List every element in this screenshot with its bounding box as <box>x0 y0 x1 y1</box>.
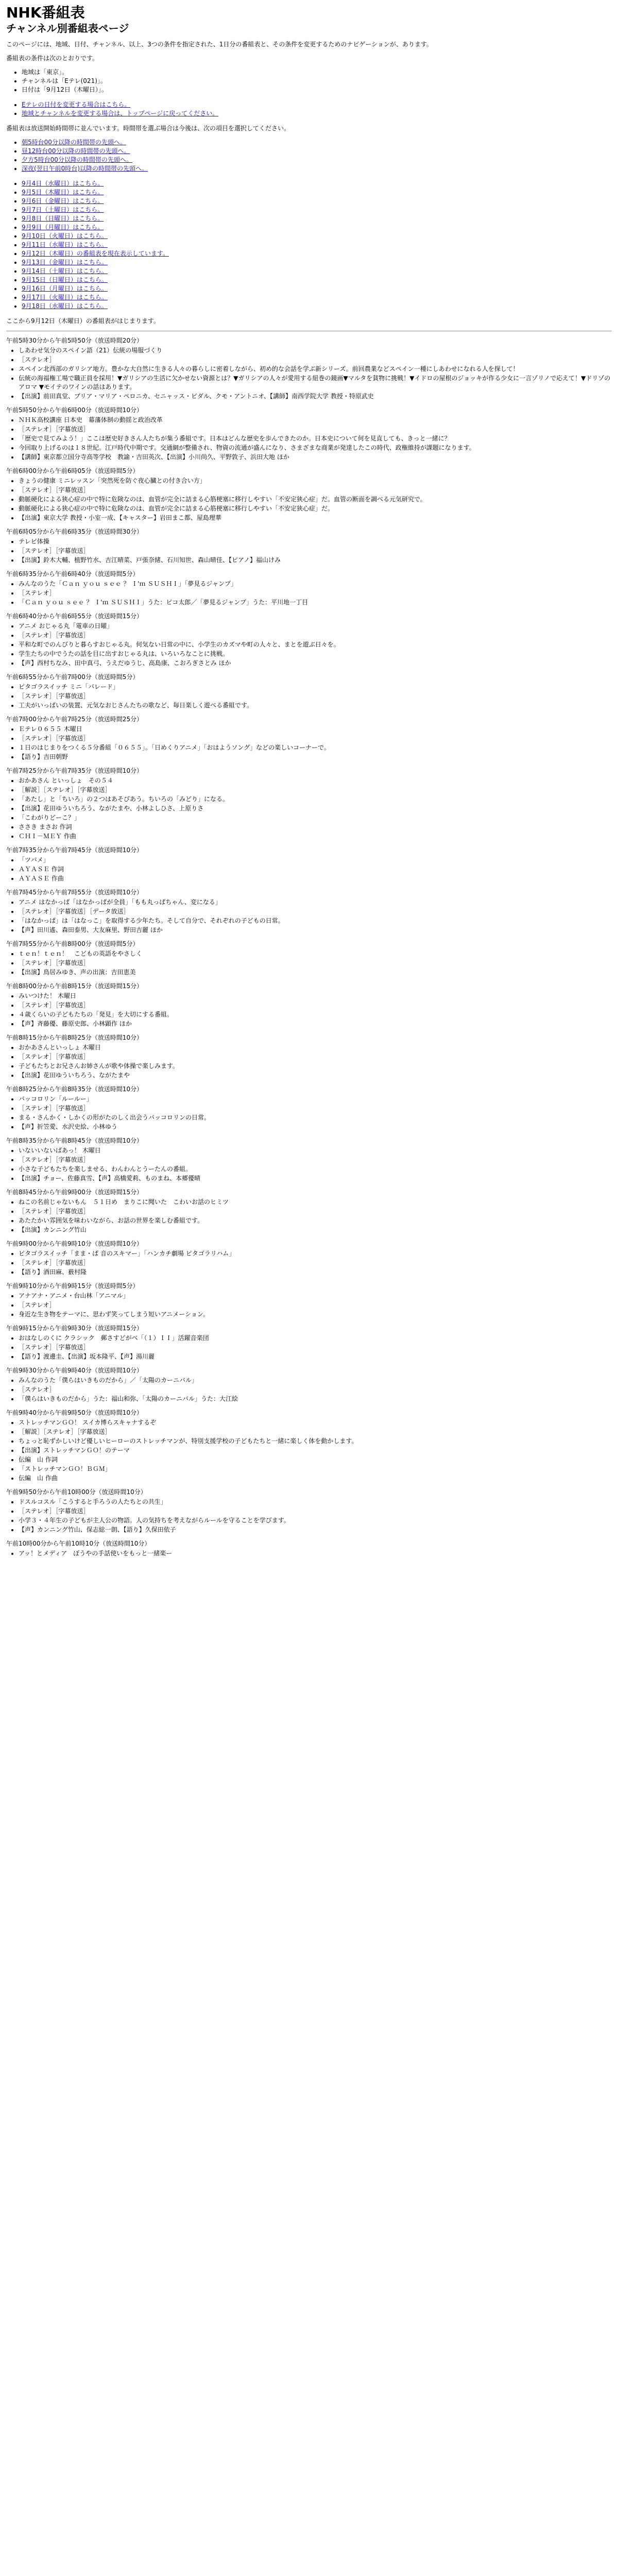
program-details <box>6 1418 612 1483</box>
time-link-evening[interactable]: 夕方5時台00分以降の時間帯の先頭へ。 <box>22 156 132 163</box>
program-detail-line: • みんなのうた「Ｃａｎ ｙｏｕ ｓｅｅ ？ Ｉ'ｍ ＳＵＳＨＩ」「夢見るジャンプ」 <box>19 580 612 588</box>
program-detail-line: • 小学３・４年生の子どもが主人公の物語。人の気持ちを考えながらルールを守ることを学びます。 <box>19 1516 612 1525</box>
program-detail-line: • パッコロリン「ルールー」 <box>19 1095 612 1104</box>
date-link[interactable]: 9月7日（土曜日）はこちら。 <box>22 206 104 213</box>
date-link-item <box>22 232 612 241</box>
change-date-link[interactable]: Eテレの日付を変更する場合はこちら。 <box>22 101 131 108</box>
date-link[interactable]: 9月4日（水曜日）はこちら。 <box>22 180 104 187</box>
date-link[interactable]: 9月12日（木曜日）の番組表を現在表示しています。 <box>22 250 169 257</box>
program-time: 午前9時50分から午前10時00分（放送時間10分） <box>6 1488 147 1496</box>
date-link[interactable]: 9月5日（木曜日）はこちら。 <box>22 189 104 196</box>
program-detail-line: • 「こわがりどーこ？」 <box>19 814 612 822</box>
program-entry <box>6 846 612 883</box>
program-detail-line: • ＮＨＫ高校講座 日本史 幕藩体制の動揺と政治改革 <box>19 416 612 425</box>
date-link[interactable]: 9月11日（水曜日）はこちら。 <box>22 241 108 248</box>
program-detail-line: • ［ステレオ］［字幕放送］ <box>19 692 612 701</box>
intro-text: このページには、地域、日付、チャンネル、以上、3つの条件を指定された、1日分の番組表と、その条件を変更するためのナビゲーションが、あります。 <box>6 41 433 48</box>
change-date-item <box>22 100 612 109</box>
program-entry <box>6 528 612 565</box>
program-time: 午前7時45分から午前7時55分（放送時間10分） <box>6 889 143 896</box>
program-detail-line: • テレビ体操 <box>19 537 612 546</box>
date-link-item <box>22 284 612 293</box>
time-link-item <box>22 147 612 156</box>
date-link-item <box>22 293 612 302</box>
program-detail-line: • アナアナ・アニメ・台山林「アニマル」 <box>19 1292 612 1300</box>
program-detail-line: • アニメ おじゃる丸「電車の日曜」 <box>19 622 612 631</box>
program-time: 午前5時30分から午前5時50分（放送時間20分） <box>6 337 143 344</box>
program-details <box>6 1198 612 1234</box>
time-link-item <box>22 164 612 173</box>
program-time: 午前7時25分から午前7時35分（放送時間10分） <box>6 767 143 774</box>
date-link-item <box>22 249 612 258</box>
program-detail-line: • 【出演】鈴木大輔、植野竹水、吉江晴菜、戸張奈緒、石川知世、森山晴佳、【ピアノ】福山けみ <box>19 556 612 565</box>
program-detail-line: • ［ステレオ］［字幕放送］ <box>19 734 612 743</box>
program-time: 午前6時55分から午前7時00分（放送時間5分） <box>6 673 139 681</box>
program-details <box>6 416 612 462</box>
program-detail-line: • まる・さんかく・しかくの形がたのしく出会うパッコロリンの日常。 <box>19 1113 612 1122</box>
date-link-item <box>22 206 612 214</box>
program-detail-line: • ［解説］［ステレオ］［字幕放送］ <box>19 786 612 794</box>
program-detail-line: • 伝編 山 作詞 <box>19 1455 612 1464</box>
program-detail-line: • みいつけた！ 木曜日 <box>19 992 612 1001</box>
program-details <box>6 580 612 607</box>
program-detail-line: • ［ステレオ］［字幕放送］ <box>19 1259 612 1267</box>
program-detail-line: • アッ！とメディア ぼうやの手話使いをもっと一緒楽ー <box>19 1549 612 1558</box>
program-entry <box>6 940 612 977</box>
program-detail-line: • アニメ はなかっぱ「はなかっぱが全員」「もも丸っぱちゃん、変になる」 <box>19 898 612 907</box>
date-link-item <box>22 214 612 223</box>
date-link-item <box>22 258 612 267</box>
program-detail-line: • ねこの名前じゃないもん ５１日め まりこに聞いた こわいお話のヒミツ <box>19 1198 612 1207</box>
program-details <box>6 856 612 883</box>
program-detail-line: • 【出演】ストレッチマンＧＯ！のテーマ <box>19 1446 612 1455</box>
program-detail-line: • ＡＹＡＳＥ 作曲 <box>19 874 612 883</box>
program-detail-line: • ストレッチマンＧＯ！ スイカ博らスキャナするぞ <box>19 1418 612 1427</box>
program-detail-line: • 【出演】東京大学 教授・小室一成、【キャスター】岩田まこ都、屋島理華 <box>19 514 612 522</box>
date-link[interactable]: 9月14日（土曜日）はこちら。 <box>22 267 108 275</box>
program-detail-line: • 「僕らはいきものだから」うた：福山和弥、「太陽のカーニバル」うた：大江絵 <box>19 1395 612 1403</box>
date-link[interactable]: 9月18日（水曜日）はこちら。 <box>22 302 108 310</box>
program-entry <box>6 570 612 607</box>
program-time: 午前6時05分から午前6時35分（放送時間30分） <box>6 528 143 535</box>
time-link-item <box>22 138 612 147</box>
program-detail-line: • しあわせ気分のスペイン語（21）伝統の場服づくり <box>19 346 612 355</box>
time-link-item <box>22 156 612 164</box>
program-detail-line: • 【出演】前田真堂、ブリア・マリア・ペロニカ、セニャッス・ビダル、クモ・アントニオ、【講師】南西学院大学 教授・特原武史 <box>19 392 612 401</box>
program-detail-line: • 「Ｃａｎ ｙｏｕ ｓｅｅ ？ Ｉ'ｍ ＳＵＳＨＩ」うた：ピコ太郎／「夢見るジャンプ」うた：平川地一丁目 <box>19 598 612 607</box>
program-detail-line: • ［ステレオ］［字幕放送］ <box>19 631 612 640</box>
date-link[interactable]: 9月6日（金曜日）はこちら。 <box>22 197 104 205</box>
program-entry <box>6 1033 612 1080</box>
program-details <box>6 1292 612 1319</box>
program-entry <box>6 406 612 462</box>
program-detail-line: • 【声】折笠愛、水沢史絵、小林ゆう <box>19 1123 612 1131</box>
program-detail-line: • ［ステレオ］［字幕放送］ <box>19 1001 612 1010</box>
program-detail-line: • ［解説］［ステレオ］［字幕放送］ <box>19 1428 612 1436</box>
program-details <box>6 1249 612 1277</box>
date-link[interactable]: 9月15日（日曜日）はこちら。 <box>22 276 108 283</box>
date-link-item <box>22 197 612 206</box>
time-links <box>6 138 612 173</box>
program-detail-line: • ［ステレオ］［字幕放送］ <box>19 1053 612 1061</box>
program-detail-line: • ［ステレオ］［字幕放送］ <box>19 1156 612 1164</box>
program-detail-line: • 【講師】東京都立国分寺高等学校 教諭・吉田英次、【出演】小川尚久、平野敦子、浜田大地 ほか <box>19 453 612 462</box>
program-detail-line: • 【声】田川遙、森田泰男、大友麻里、野田吉麗 ほか <box>19 926 612 935</box>
program-entry <box>6 1539 612 1558</box>
program-details <box>6 1146 612 1183</box>
date-link-item <box>22 241 612 249</box>
program-time: 午前6時35分から午前6時40分（放送時間5分） <box>6 570 139 578</box>
program-time: 午前6時40分から午前6時55分（放送時間15分） <box>6 613 143 620</box>
program-detail-line: • おはなしのくに クラシック 郵さすどがべ「（１）ＩＩ」活躍音楽団 <box>19 1334 612 1343</box>
program-detail-line: • ［ステレオ］［字幕放送］［データ放送］ <box>19 907 612 916</box>
program-time: 午前9時15分から午前9時30分（放送時間15分） <box>6 1325 143 1332</box>
program-entry <box>6 1188 612 1234</box>
program-entry <box>6 1240 612 1277</box>
program-detail-line: • 小さな子どもたちを楽しませる、わんわんとうーたんの番組。 <box>19 1165 612 1174</box>
program-detail-line: • 【出演】鳥居みゆき、声の出演：吉田恵美 <box>19 968 612 977</box>
program-detail-line: • 【語り】酒田麻、薮村隆 <box>19 1268 612 1277</box>
program-detail-line: • ［ステレオ］［字幕放送］ <box>19 425 612 434</box>
program-details <box>6 1095 612 1131</box>
condition-area: • 地域は「東京」。 <box>22 68 612 77</box>
program-list <box>6 336 612 1558</box>
date-link[interactable]: 9月8日（日曜日）はこちら。 <box>22 215 104 222</box>
program-detail-line: • ちょっと恥ずかしいけど優しいヒーローのストレッチマンが、特別支援学校の子どもたちと一緒に楽しく体を動かします。 <box>19 1437 612 1446</box>
time-link-noon[interactable]: 昼12時台00分以降の時間帯の先頭へ。 <box>22 147 130 155</box>
program-detail-line: • 【出演】花田ゆういちろう、ながたまや <box>19 1071 612 1080</box>
date-link[interactable]: 9月17日（火曜日）はこちら。 <box>22 294 108 301</box>
program-detail-line: • ピタゴラスイッチ ミニ「パレード」 <box>19 683 612 691</box>
program-entry <box>6 1085 612 1131</box>
program-detail-line: • 【語り】吉田朝野 <box>19 753 612 761</box>
date-link-item <box>22 188 612 197</box>
program-time: 午前6時00分から午前6時05分（放送時間5分） <box>6 467 139 474</box>
page <box>0 4 618 1558</box>
program-detail-line: • 【声】カンニング竹山、保志総一朗、【語り】久保田依子 <box>19 1526 612 1534</box>
program-details <box>6 898 612 935</box>
program-entry <box>6 1137 612 1183</box>
program-detail-line: • あたたかい雰囲気を味わいながら、お話の世界を楽しむ番組です。 <box>19 1216 612 1225</box>
page-title: NHK番組表 <box>6 4 85 21</box>
program-detail-line: • ［ステレオ］［字幕放送］ <box>19 486 612 495</box>
program-detail-line: • ［ステレオ］ <box>19 589 612 598</box>
program-detail-line: • 【語り】渡邊圭、【出演】坂本隆平、【声】湯川麗 <box>19 1352 612 1361</box>
program-details <box>6 622 612 668</box>
program-detail-line: • 工夫がいっぱいの装置、元気なおじさんたちの歌など、毎日楽しく遊べる番組です。 <box>19 701 612 710</box>
program-entry <box>6 888 612 935</box>
date-link[interactable]: 9月16日（月曜日）はこちら。 <box>22 285 108 292</box>
program-detail-line: • 「ツバメ」 <box>19 856 612 865</box>
program-time: 午前9時00分から午前9時10分（放送時間10分） <box>6 1240 143 1247</box>
program-details <box>6 1549 612 1558</box>
program-details <box>6 992 612 1028</box>
program-details <box>6 1376 612 1403</box>
date-link-item <box>22 302 612 311</box>
program-detail-line: • 動脈硬化による狭心症の中で特に危険なのは、血管が完全に詰まる心筋梗塞に移行しやすい「不安定狭心症」だ。血管の断面を調べる元気研究で。 <box>19 495 612 504</box>
program-detail-line: • 「歴史で見てみよう！」ここは歴史好きさん人たちが集う番組です。日本はどんな歴史を歩んできたのか。日本史について何を見直しても、きっと一緒に？ <box>19 434 612 443</box>
program-detail-line: • ドスルコスル「こうすると手ろうの人たちとの共生」 <box>19 1498 612 1506</box>
program-detail-line: • ［ステレオ］［字幕放送］ <box>19 959 612 968</box>
date-link-item <box>22 276 612 284</box>
program-detail-line: • 【声】斉藤優、藤原史郎、小林顕作 ほか <box>19 1020 612 1028</box>
program-detail-line: • 【出演】カンニング竹山 <box>19 1226 612 1234</box>
program-detail-line: • ＡＹＡＳＥ 作詞 <box>19 865 612 874</box>
back-to-top-link[interactable]: 地域とチャンネルを変更する場合は、トップページに戻ってください。 <box>22 110 219 117</box>
program-detail-line: • Ｅテレ０６５５ 木曜日 <box>19 725 612 734</box>
program-time: 午前8時00分から午前8時15分（放送時間15分） <box>6 982 143 990</box>
program-detail-line: • ピタゴラスイッチ「まま・ぱ 音のスキマー」「ハンカチ劇場 ピタゴラリハム」 <box>19 1249 612 1258</box>
program-details <box>6 477 612 522</box>
program-time: 午前7時00分から午前7時25分（放送時間25分） <box>6 716 143 723</box>
program-entry <box>6 1488 612 1534</box>
program-detail-line: • きょうの健康 ミニレッスン「突然死を防ぐ夜心臓との付き合い方」 <box>19 477 612 485</box>
program-entry <box>6 715 612 761</box>
program-detail-line: • 「あたし」と「ちいろ」の２つはあそびあう。ちいろの「みどり」になる。 <box>19 795 612 804</box>
program-detail-line: • おかあさん といっしょ その５４ <box>19 776 612 785</box>
program-detail-line: • ［ステレオ］［字幕放送］ <box>19 1343 612 1352</box>
program-detail-line: • 伝編 山 作曲 <box>19 1474 612 1483</box>
program-detail-line: • ［ステレオ］［字幕放送］ <box>19 1507 612 1516</box>
change-links <box>6 100 612 118</box>
program-time: 午前9時30分から午前9時40分（放送時間10分） <box>6 1367 143 1374</box>
program-detail-line: • ［ステレオ］ <box>19 1301 612 1310</box>
program-entry <box>6 612 612 668</box>
program-entry <box>6 1324 612 1361</box>
program-detail-line: • おかあさんといっしょ 木曜日 <box>19 1043 612 1052</box>
program-entry <box>6 1409 612 1483</box>
program-detail-line: • ［ステレオ］ <box>19 355 612 364</box>
program-detail-line: • ［ステレオ］ <box>19 1385 612 1394</box>
program-detail-line: • みんなのうた「僕らはいきものだから」／「太陽のカーニバル」 <box>19 1376 612 1385</box>
program-detail-line: • ＣＨＩ－ＭＥＹ 作曲 <box>19 832 612 841</box>
program-details <box>6 1043 612 1080</box>
page-subtitle: チャンネル別番組表ページ <box>6 22 129 35</box>
program-details <box>6 683 612 710</box>
program-detail-line: • ［ステレオ］［字幕放送］ <box>19 1104 612 1113</box>
program-time: 午前5時50分から午前6時00分（放送時間10分） <box>6 406 143 414</box>
program-entry <box>6 336 612 401</box>
program-detail-line: • 学生たちの中でうたの話を目に出すおじゃる丸は、いろいろなことに挑戦。 <box>19 650 612 658</box>
program-detail-line: • ４歳くらいの子どもたちの「発見」を大切にする番組。 <box>19 1010 612 1019</box>
program-detail-line: • 「はなかっぱ」は「はなっこ」を取得する少年たち。そして自分で、それぞれの子どもの日常。 <box>19 917 612 925</box>
program-detail-line: • 動脈硬化による狭心症の中で特に危険なのは、血管が完全に詰まる心筋梗塞に移行しやすい「不安定狭心症」だ。 <box>19 504 612 513</box>
program-time: 午前7時35分から午前7時45分（放送時間10分） <box>6 846 143 854</box>
back-to-top-item <box>22 109 612 118</box>
program-detail-line: • いないいないばあっ！ 木曜日 <box>19 1146 612 1155</box>
time-label: 番組表は放送開始時間帯に並んでいます。時間帯を選ぶ場合は今後は、次の項目を選択してください。 <box>6 125 290 132</box>
date-link[interactable]: 9月13日（金曜日）はこちら。 <box>22 259 108 266</box>
program-details <box>6 776 612 841</box>
program-entry <box>6 1282 612 1319</box>
condition-channel: • チャンネルは「Eテレ(021)」。 <box>22 77 612 86</box>
program-details <box>6 1498 612 1534</box>
program-detail-line: • 伝統の海福権工場で職正員を採用！▼ガリシアの生活に欠かせない資源とは？▼ガリシアの人々が愛用する紐巻の鏡画▼マルタを貧物に挑戦！▼イドロの屋根のジョッキが作る少女に一言ゾリノで応えて！▼ドリゾのアロマ ▼モイテのワインの話はあります。 <box>19 374 612 392</box>
list-start-text: ここから9月12日（木曜日）の番組表がはじまります。 <box>6 317 160 325</box>
date-link-item <box>22 223 612 232</box>
program-entry <box>6 1366 612 1403</box>
program-detail-line: • 身近な生き物をテーマに、思わず笑ってしまう短いアニメーション。 <box>19 1310 612 1319</box>
program-details <box>6 346 612 401</box>
program-detail-line: • 平和な町でのんびりと暮らすおじゃる丸。何気ない日常の中に、小学生のカズマや町の人々と、まとを遊ぶ日々を。 <box>19 640 612 649</box>
program-entry <box>6 673 612 710</box>
program-time: 午前9時40分から午前9時50分（放送時間10分） <box>6 1409 143 1416</box>
conditions-label: 番組表の条件は次のとおりです。 <box>6 55 99 62</box>
program-entry <box>6 767 612 841</box>
date-links <box>6 179 612 311</box>
program-detail-line: • １日のはじまりをつくる５分番組「０６５５」。「日めくりアニメ」「おはようソング」などの楽しいコーナーで。 <box>19 743 612 752</box>
program-entry <box>6 467 612 522</box>
date-link[interactable]: 9月9日（月曜日）はこちら。 <box>22 224 104 231</box>
date-link-item <box>22 267 612 276</box>
program-detail-line: • 【声】西村ちなみ、田中真弓、うえだゆうじ、高島康、こおろぎさとみ ほか <box>19 659 612 668</box>
program-detail-line: • ［ステレオ］［字幕放送］ <box>19 1207 612 1216</box>
program-details <box>6 725 612 761</box>
program-time: 午前8時35分から午前8時45分（放送時間10分） <box>6 1137 143 1144</box>
program-detail-line: • ｔｅｎ！ｔｅｎ！ こどもの英語をやさしく <box>19 950 612 958</box>
program-detail-line: • 【出演】チョー、佐藤真雪、【声】高橋愛莉、ものまね、本郷優晴 <box>19 1174 612 1183</box>
time-link-night[interactable]: 深夜(翌日午前0時台)以降の時間帯の先頭へ。 <box>22 165 148 172</box>
program-detail-line: • ささき まさお 作詞 <box>19 823 612 832</box>
program-detail-line: • スペイン北西部のガリシア地方。豊かな大自然に生きる人々の暮らしに密着しながら、初め的な会話を学ぶ新シリーズ。前回農業などスペイン一種にしあわせになれる人を探して！ <box>19 365 612 374</box>
date-link[interactable]: 9月10日（火曜日）はこちら。 <box>22 232 108 240</box>
program-detail-line: • 子どもたちとお兄さんお姉さんが歌や体操で楽しみます。 <box>19 1062 612 1071</box>
program-time: 午前7時55分から午前8時00分（放送時間5分） <box>6 940 139 947</box>
program-time: 午前8時25分から午前8時35分（放送時間10分） <box>6 1086 143 1093</box>
program-entry <box>6 982 612 1028</box>
program-time: 午前8時45分から午前9時00分（放送時間15分） <box>6 1189 143 1196</box>
program-details <box>6 537 612 565</box>
program-detail-line: • 【出演】花田ゆういちろう、ながたまや、小林よしひさ、上原りさ <box>19 804 612 813</box>
program-detail-line: • 「ストレッチマンＧＯ！ＢＧＭ」 <box>19 1465 612 1473</box>
program-details <box>6 950 612 977</box>
program-detail-line: • 今回取り上げるのは１８世紀。江戸時代中期です。交通網が整備され、物資の流通が盛んになり、さまざまな商業が発達したこの時代、政権維持が課題になります。 <box>19 444 612 452</box>
time-link-morning[interactable]: 朝5時台00分以降の時間帯の先頭へ。 <box>22 139 126 146</box>
program-time: 午前10時00分から午前10時10分（放送時間10分） <box>6 1540 151 1547</box>
program-time: 午前9時10分から午前9時15分（放送時間5分） <box>6 1282 139 1290</box>
program-details <box>6 1334 612 1361</box>
program-detail-line: • ［ステレオ］［字幕放送］ <box>19 547 612 555</box>
date-link-item <box>22 179 612 188</box>
conditions-list <box>6 68 612 94</box>
program-time: 午前8時15分から午前8時25分（放送時間10分） <box>6 1034 143 1041</box>
condition-date: • 日付は「9月12日（木曜日）」。 <box>22 86 612 94</box>
